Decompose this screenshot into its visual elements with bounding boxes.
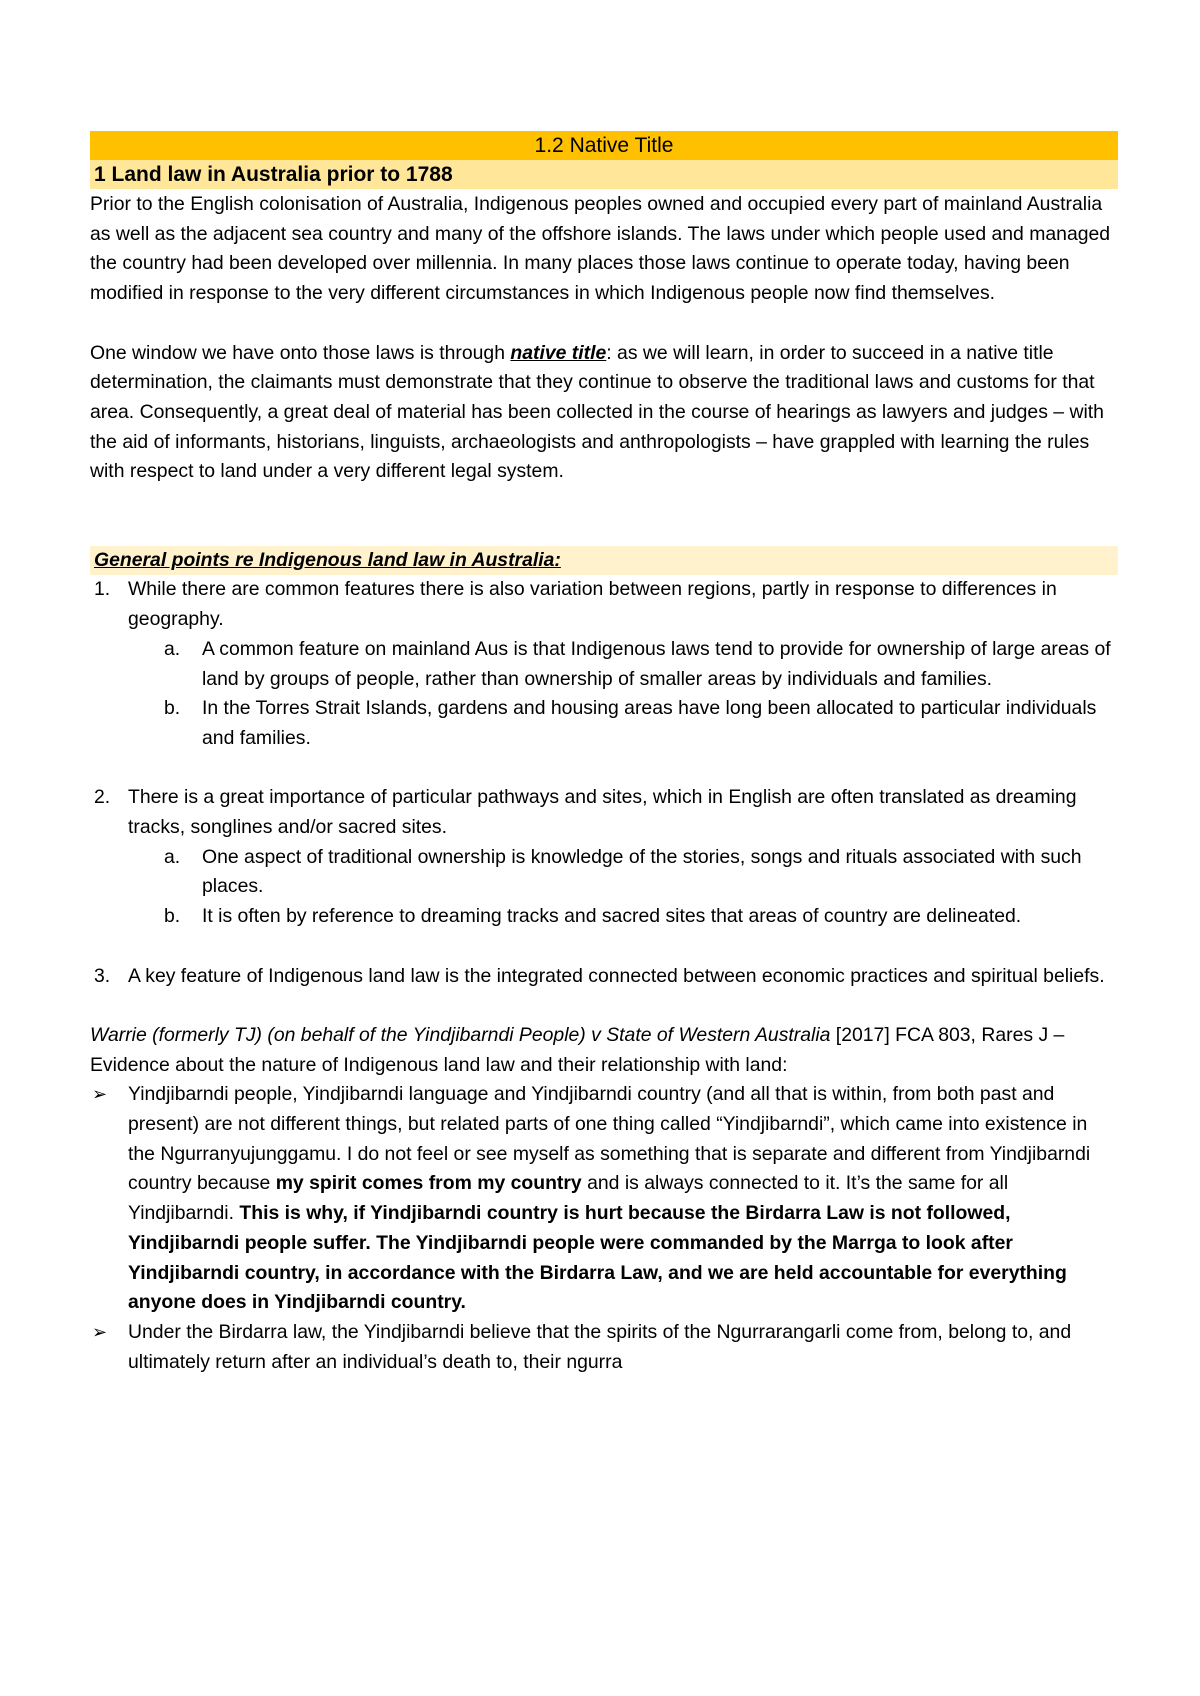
- evidence-bullet: ➢ Under the Birdarra law, the Yindjibarndi believe that the spirits of the Ngurrarangarli come from, belong to, and ultimately return after an individual’s death to, their ngurra: [90, 1318, 1118, 1377]
- native-title-term: native title: [510, 341, 607, 364]
- arrow-bullet-icon: ➢: [92, 1084, 108, 1105]
- native-title-paragraph: One window we have onto those laws is through native title: as we will learn, in order to succeed in a native title determination, the claimants must demonstrate that they continue to observe the traditional laws and customs for that area. Consequently, a great deal of material has been collected in the course of hearings as lawyers and judges – with the aid of informants, historians, linguists, archaeologists and anthropologists – have grappled with learning the rules with respect to land under a very different legal system.: [90, 341, 1104, 483]
- list-item: 2. There is a great importance of particular pathways and sites, which in English are often translated as dreaming tracks, songlines and/or sacred sites.: [94, 786, 1077, 839]
- sub-list-item: b. In the Torres Strait Islands, gardens and housing areas have long been allocated to particular individuals and families.: [164, 697, 1097, 749]
- page-title: 1.2 Native Title: [90, 131, 1118, 160]
- intro-paragraph: Prior to the English colonisation of Australia, Indigenous peoples owned and occupied every part of mainland Australia as well as the adjacent sea country and many of the offshore islands. The laws under which people used and managed the country had been developed over millennia. In many places those laws continue to operate today, having been modified in response to the very different circumstances in which Indigenous people now find themselves.: [90, 193, 1111, 305]
- section-heading: 1 Land law in Australia prior to 1788: [90, 160, 1118, 189]
- document-page: [90, 131, 1118, 1377]
- list-item: 3. A key feature of Indigenous land law is the integrated connected between economic practices and spiritual beliefs.: [94, 964, 1105, 987]
- case-name: Warrie (formerly TJ) (on behalf of the Yindjibarndi People) v State of Western Australia: [90, 1023, 831, 1046]
- case-citation: Warrie (formerly TJ) (on behalf of the Yindjibarndi People) v State of Western Australia [2017] FCA 803, Rares J – Evidence about the nature of Indigenous land law and their relationship with land:: [90, 1023, 1065, 1076]
- list-item: 1. While there are common features there is also variation between regions, partly in response to differences in geography.: [94, 578, 1057, 631]
- arrow-bullet-icon: ➢: [92, 1321, 108, 1342]
- general-points-list: [90, 575, 1118, 991]
- general-points-heading: General points re Indigenous land law in Australia:: [90, 546, 1118, 575]
- sub-list-item: b. It is often by reference to dreaming tracks and sacred sites that areas of country are delineated.: [164, 905, 1022, 928]
- sub-list-item: a. A common feature on mainland Aus is that Indigenous laws tend to provide for ownership of large areas of land by groups of people, rather than ownership of smaller areas by individuals and families.: [164, 637, 1111, 690]
- evidence-bullet: ➢ Yindjibarndi people, Yindjibarndi language and Yindjibarndi country (and all that is within, from both past and present) are not different things, but related parts of one thing called “Yindjibarndi”, which came into existence in the Ngurranyujunggamu. I do not feel or see myself as something that is separate and different from Yindjibarndi country because my spirit comes from my country and is always connected to it. It’s the same for all Yindjibarndi. This is why, if Yindjibarndi country is hurt because the Birdarra Law is not followed, Yindjibarndi people suffer. The Yindjibarndi people were commanded by the Marrga to look after Yindjibarndi country, in accordance with the Birdarra Law, and we are held accountable for everything anyone does in Yindjibarndi country.: [90, 1080, 1118, 1318]
- sub-list-item: a. One aspect of traditional ownership is knowledge of the stories, songs and rituals associated with such places.: [164, 845, 1082, 898]
